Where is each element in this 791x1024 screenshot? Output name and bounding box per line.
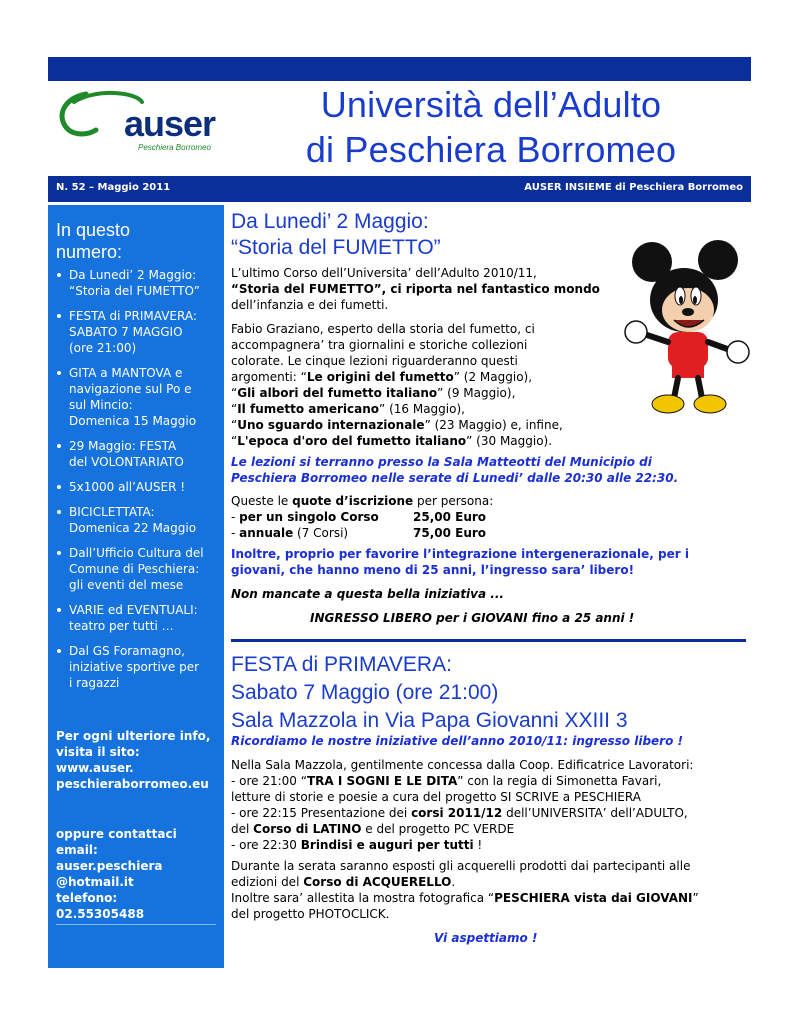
text-line: colorate. Le cinque lezioni riguarderanno questi [231,354,518,368]
closing-line [231,586,504,602]
contents-item[interactable] [56,438,221,470]
contents-item[interactable] [56,365,221,429]
title-line-1: Università dell’Adulto [320,84,662,125]
text-run: - ore 22:30 [231,838,301,852]
lesson-line [231,433,563,449]
text-run: ” con la regia di Simonetta Favari, [457,774,662,788]
lesson-line [231,401,563,417]
text-run: per persona: [413,494,494,508]
event-program [231,757,693,853]
text-run: “ [231,418,238,432]
fee-row [231,509,493,525]
text-line: Inoltre, proprio per favorire l’integrazione intergenerazionale, per i [231,547,689,561]
contents-item-line: Dall’Ufficio Cultura del [69,546,204,560]
article2-heading-line: FESTA di PRIMAVERA: [231,653,452,676]
lesson-title: Gli albori del fumetto italiano [237,386,438,400]
contents-item-line: del VOLONTARIATO [69,455,184,469]
text-line: Le lezioni si terranno presso la Sala Matteotti del Municipio di [231,455,652,469]
text-run: ” (23 Maggio) e, infine, [424,418,563,432]
fee-price: 25,00 Euro [413,510,487,524]
logo-name: auser [124,103,216,144]
auser-logo [56,88,231,158]
fee-note: (7 Corsi) [293,526,349,540]
bold-text: Corso di ACQUERELLO [303,875,452,889]
text-run: “ [231,402,238,416]
article1-heading-line: “Storia del FUMETTO” [231,236,441,259]
lesson-list [231,369,563,449]
contents-item[interactable] [56,602,221,634]
top-banner-bar [48,57,751,81]
website-link[interactable]: www.auser. [56,761,134,775]
contents-item-line: Comune di Peschiera: [69,562,200,576]
sidebar-heading [56,219,216,263]
title-line-2: di Peschiera Borromeo [305,129,677,170]
section-divider [231,639,746,642]
lesson-title: Uno sguardo internazionale [237,418,425,432]
text-run: ” [692,891,699,905]
text-line [231,890,699,906]
email-link[interactable]: auser.peschiera [56,859,163,873]
bold-text: PESCHIERA vista dai GIOVANI [494,891,693,905]
website-link[interactable]: peschieraborromeo.eu [56,777,209,791]
text-line: Peschiera Borromeo nelle serate di Lunedi’ dalle 20:30 alle 22:30. [231,471,679,485]
contents-item-line: sul Mincio: [69,398,133,412]
article1-lessons [231,321,563,449]
newsletter-name: AUSER INSIEME di Peschiera Borromeo [524,182,743,193]
text-line [231,773,693,789]
text-line: Durante la serata saranno esposti gli acquerelli prodotti dai partecipanti alle [231,859,691,873]
issue-number: N. 52 – Maggio 2011 [56,182,171,193]
contents-item[interactable] [56,267,221,299]
contents-item-line: Domenica 22 Maggio [69,521,197,535]
bold-text: Corso di LATINO [253,822,362,836]
article1-heading [231,209,441,261]
contact-line: telefono: [56,891,118,905]
contents-item[interactable] [56,479,221,495]
text-run: . [451,875,456,889]
text-line: Vi aspettiamo ! [434,931,538,945]
article2-heading [231,651,628,735]
fee-label: annuale [239,526,294,540]
contents-item-line: BICICLETTATA: [69,505,155,519]
text-run: edizioni del [231,875,304,889]
text-line [231,281,600,297]
bold-text: TRA I SOGNI E LE DITA [306,774,458,788]
reminder-line [231,733,683,749]
sidebar-heading-line: numero: [56,242,123,262]
article1-intro [231,265,600,313]
info-line: Per ogni ulteriore info, [56,729,211,743]
info-line: visita il sito: [56,745,140,759]
text-line: del progetto PHOTOCLICK. [231,907,390,921]
text-line: Ricordiamo le nostre iniziative dell’anno 2010/11: ingresso libero ! [231,734,683,748]
text-run: ” (2 Maggio), [453,370,533,384]
bold-text: corsi 2011/12 [411,806,503,820]
article1-heading-line: Da Lunedi’ 2 Maggio: [231,210,429,233]
fees-intro [231,493,493,509]
text-line [231,837,693,853]
contents-item-line: Dal GS Foramagno, [69,644,185,658]
text-run: - [231,526,240,540]
article2-heading-line: Sabato 7 Maggio (ore 21:00) [231,681,499,704]
text-line [231,874,699,890]
bold-text: quote d’iscrizione [292,494,414,508]
youth-notice [231,546,689,578]
contents-item[interactable] [56,545,221,593]
fee-row [231,525,493,541]
text-run: Inoltre sara’ allestita la mostra fotografica “ [231,891,495,905]
contents-item[interactable] [56,308,221,356]
mickey-mouse-illustration [622,238,750,420]
contents-item-line: gli eventi del mese [69,578,184,592]
sidebar [48,205,224,968]
signoff [434,930,537,946]
text-line: INGRESSO LIBERO per i GIOVANI fino a 25 anni ! [310,611,635,625]
contents-item-line: SABATO 7 MAGGIO [69,325,183,339]
contents-item-line: navigazione sul Po e [69,382,192,396]
text-run: “ [231,434,238,448]
venue-notice [231,454,678,486]
contact-line: oppure contattaci [56,827,177,841]
text-line [231,805,693,821]
lesson-title: L'epoca d'oro del fumetto italiano [237,434,467,448]
lesson-line [231,417,563,433]
text-line: L’ultimo Corso dell’Universita’ dell’Adulto 2010/11, [231,266,537,280]
lesson-line [231,369,563,385]
text-run: Queste le [231,494,293,508]
text-line: accompagnera’ tra giornalini e storiche collezioni [231,338,528,352]
contents-item-line: “Storia del FUMETTO” [69,284,200,298]
text-run: - ore 22:15 Presentazione dei [231,806,412,820]
contents-item-line: Da Lunedi’ 2 Maggio: [69,268,197,282]
fees-block [231,493,493,541]
text-run: “ [231,386,238,400]
text-run: e del progetto PC VERDE [361,822,515,836]
lesson-line [231,385,563,401]
email-link[interactable]: @hotmail.it [56,875,134,889]
free-entry-line [310,610,634,626]
contents-item[interactable] [56,504,221,536]
bold-text: “Storia del FUMETTO”, ci riporta nel fantastico mondo [231,282,600,296]
text-line: dell’infanzia e dei fumetti. [231,298,389,312]
page-title [246,82,736,172]
text-line [231,821,693,837]
contents-item-line: (ore 21:00) [69,341,137,355]
contents-item-line: GITA a MANTOVA e [69,366,183,380]
contents-item-line: Domenica 15 Maggio [69,414,197,428]
info-block [56,728,221,792]
text-line: Non mancate a questa bella iniziativa ... [231,587,504,601]
article2-heading-line: Sala Mazzola in Via Papa Giovanni XXIII 3 [231,709,628,732]
contents-item-line: FESTA di PRIMAVERA: [69,309,197,323]
text-run: - [231,510,240,524]
contents-item-line: 5x1000 all’AUSER ! [69,480,186,494]
logo-subtitle: Peschiera Borromeo [138,143,211,152]
sidebar-heading-line: In questo [56,220,131,240]
text-run: ” (9 Maggio), [437,386,516,400]
contents-item-line: VARIE ed EVENTUALI: [69,603,198,617]
lesson-title: Le origini del fumetto [306,370,454,384]
contents-list [56,267,221,700]
text-line: giovani, che hanno meno di 25 anni, l’ingresso sara’ libero! [231,563,635,577]
sidebar-divider [56,924,216,925]
fee-label: per un singolo Corso [239,510,379,524]
lesson-title: Il fumetto americano [237,402,380,416]
exhibition-text [231,858,699,922]
contact-line: email: [56,843,98,857]
bold-text: Brindisi e auguri per tutti [300,838,474,852]
text-line: Nella Sala Mazzola, gentilmente concessa dalla Coop. Edificatrice Lavoratori: [231,758,694,772]
contents-item-line: iniziative sportive per [69,660,200,674]
text-line: letture di storie e poesie a cura del progetto SI SCRIVE a PESCHIERA [231,790,641,804]
text-run: del [231,822,254,836]
text-run: ” (16 Maggio), [379,402,465,416]
fee-price: 75,00 Euro [413,526,487,540]
contents-item-line: 29 Maggio: FESTA [69,439,177,453]
contents-item-line: i ragazzi [69,676,120,690]
text-run: - ore 21:00 “ [231,774,307,788]
text-line: Fabio Graziano, esperto della storia del fumetto, ci [231,322,535,336]
text-run: ! [473,838,483,852]
text-run: argomenti: “ [231,370,307,384]
contents-item[interactable] [56,643,221,691]
text-run: ” (30 Maggio). [466,434,553,448]
contact-block [56,826,221,922]
phone-number: 02.55305488 [56,907,145,921]
contents-item-line: teatro per tutti … [69,619,174,633]
text-run: dell’UNIVERSITA’ dell’ADULTO, [502,806,688,820]
issue-bar [48,176,751,202]
